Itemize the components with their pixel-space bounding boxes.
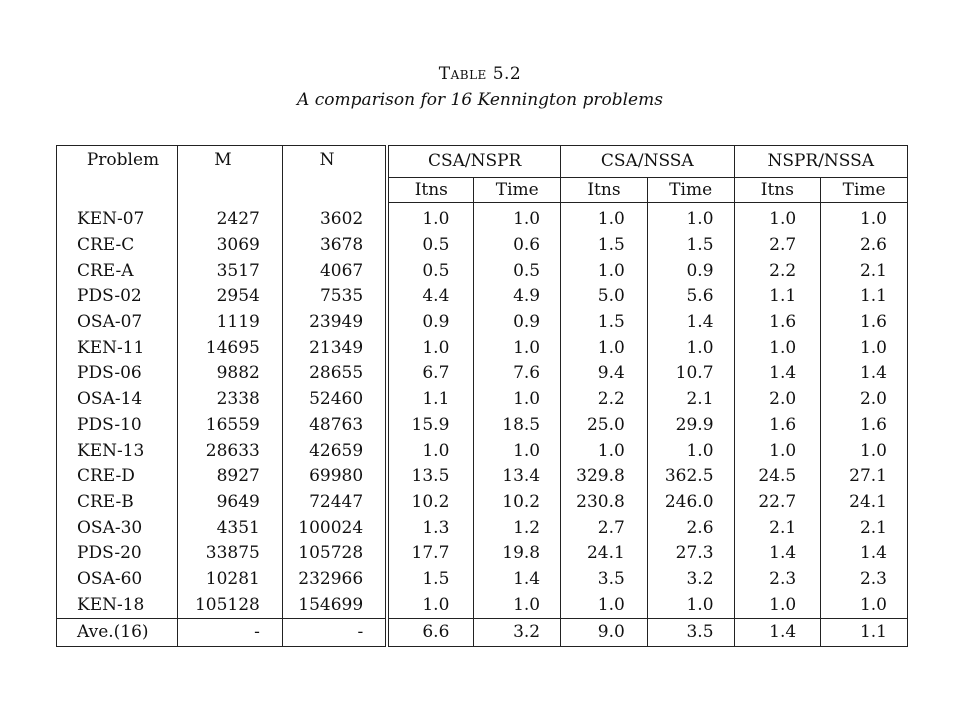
cell-n: 232966	[282, 567, 387, 593]
cell-nspr-nssa-itns: 1.0	[734, 592, 821, 618]
header-row	[57, 146, 908, 178]
cell-nspr-nssa-itns: 1.6	[734, 413, 821, 439]
header-group-csa-nspr: CSA/NSPR	[387, 146, 560, 178]
cell-csa-nspr-itns: 15.9	[387, 413, 474, 439]
cell-nspr-nssa-time: 1.4	[821, 361, 908, 387]
subheader-itns: Itns	[387, 178, 474, 203]
cell-n: 48763	[282, 413, 387, 439]
cell-nspr-nssa-itns: 1.4	[734, 361, 821, 387]
cell-m: 14695	[177, 335, 282, 361]
table-row	[57, 541, 908, 567]
table-row	[57, 387, 908, 413]
cell-n: 7535	[282, 284, 387, 310]
cell-nspr-nssa-itns: 1.6	[734, 310, 821, 336]
average-csa-nssa-itns: 9.0	[561, 619, 648, 647]
cell-m: 28633	[177, 438, 282, 464]
subheader-itns: Itns	[734, 178, 821, 203]
header-group-nspr-nssa: NSPR/NSSA	[734, 146, 907, 178]
cell-csa-nspr-itns: 1.3	[387, 515, 474, 541]
cell-nspr-nssa-itns: 1.0	[734, 203, 821, 233]
cell-csa-nssa-itns: 2.2	[561, 387, 648, 413]
cell-n: 3602	[282, 203, 387, 233]
cell-csa-nspr-time: 1.2	[474, 515, 561, 541]
cell-csa-nssa-itns: 329.8	[561, 464, 648, 490]
cell-problem: OSA-14	[77, 389, 143, 410]
cell-m: 9882	[177, 361, 282, 387]
average-csa-nspr-time: 3.2	[474, 619, 561, 647]
cell-nspr-nssa-time: 1.0	[821, 438, 908, 464]
subheader-itns: Itns	[561, 178, 648, 203]
cell-n: 72447	[282, 490, 387, 516]
cell-csa-nssa-itns: 230.8	[561, 490, 648, 516]
cell-nspr-nssa-itns: 2.2	[734, 258, 821, 284]
cell-nspr-nssa-time: 24.1	[821, 490, 908, 516]
cell-m: 33875	[177, 541, 282, 567]
cell-nspr-nssa-itns: 22.7	[734, 490, 821, 516]
table-row	[57, 361, 908, 387]
cell-m: 9649	[177, 490, 282, 516]
average-csa-nspr-itns: 6.6	[387, 619, 474, 647]
header-m: M	[177, 146, 282, 203]
table-row	[57, 284, 908, 310]
cell-nspr-nssa-itns: 1.0	[734, 438, 821, 464]
cell-n: 28655	[282, 361, 387, 387]
cell-csa-nspr-time: 0.6	[474, 233, 561, 259]
cell-csa-nspr-itns: 17.7	[387, 541, 474, 567]
cell-csa-nssa-time: 1.0	[647, 438, 734, 464]
cell-n: 154699	[282, 592, 387, 618]
cell-problem: CRE-A	[77, 260, 134, 281]
cell-csa-nspr-time: 1.0	[474, 203, 561, 233]
cell-csa-nspr-itns: 1.0	[387, 203, 474, 233]
comparison-table	[56, 145, 908, 647]
cell-csa-nspr-time: 10.2	[474, 490, 561, 516]
cell-csa-nspr-itns: 1.0	[387, 335, 474, 361]
table-row	[57, 567, 908, 593]
header-group-csa-nssa: CSA/NSSA	[561, 146, 734, 178]
cell-n: 23949	[282, 310, 387, 336]
cell-csa-nspr-itns: 6.7	[387, 361, 474, 387]
cell-csa-nssa-time: 1.0	[647, 592, 734, 618]
average-label: Ave.(16)	[57, 619, 178, 647]
cell-csa-nssa-time: 246.0	[647, 490, 734, 516]
cell-problem: CRE-B	[77, 491, 134, 512]
table-body	[57, 203, 908, 619]
cell-csa-nssa-time: 2.1	[647, 387, 734, 413]
cell-csa-nspr-itns: 0.5	[387, 258, 474, 284]
cell-m: 3069	[177, 233, 282, 259]
cell-nspr-nssa-itns: 2.0	[734, 387, 821, 413]
cell-csa-nssa-itns: 2.7	[561, 515, 648, 541]
cell-csa-nspr-itns: 13.5	[387, 464, 474, 490]
cell-nspr-nssa-itns: 2.3	[734, 567, 821, 593]
cell-csa-nssa-time: 1.4	[647, 310, 734, 336]
cell-nspr-nssa-time: 1.4	[821, 541, 908, 567]
cell-problem: KEN-11	[77, 337, 145, 358]
cell-problem: OSA-60	[77, 568, 143, 589]
cell-m: 2427	[177, 203, 282, 233]
cell-csa-nssa-time: 1.0	[647, 335, 734, 361]
table-row	[57, 233, 908, 259]
cell-m: 2338	[177, 387, 282, 413]
cell-csa-nssa-itns: 1.5	[561, 310, 648, 336]
cell-m: 8927	[177, 464, 282, 490]
cell-n: 3678	[282, 233, 387, 259]
cell-problem: CRE-D	[77, 466, 135, 487]
table-row	[57, 258, 908, 284]
cell-nspr-nssa-time: 1.0	[821, 203, 908, 233]
cell-problem: PDS-10	[77, 414, 142, 435]
cell-csa-nspr-time: 1.0	[474, 387, 561, 413]
average-csa-nssa-time: 3.5	[647, 619, 734, 647]
cell-n: 100024	[282, 515, 387, 541]
cell-csa-nspr-time: 1.0	[474, 335, 561, 361]
cell-nspr-nssa-time: 27.1	[821, 464, 908, 490]
header-n: N	[282, 146, 387, 203]
table-row	[57, 592, 908, 618]
table-row	[57, 490, 908, 516]
cell-csa-nssa-itns: 1.0	[561, 203, 648, 233]
cell-csa-nssa-itns: 1.0	[561, 335, 648, 361]
cell-csa-nssa-time: 5.6	[647, 284, 734, 310]
cell-csa-nspr-time: 13.4	[474, 464, 561, 490]
cell-n: 105728	[282, 541, 387, 567]
table-row	[57, 438, 908, 464]
cell-nspr-nssa-time: 2.0	[821, 387, 908, 413]
cell-csa-nssa-itns: 1.0	[561, 592, 648, 618]
subheader-time: Time	[821, 178, 908, 203]
cell-problem: KEN-18	[77, 594, 145, 615]
cell-problem: KEN-07	[77, 209, 145, 230]
cell-csa-nssa-time: 10.7	[647, 361, 734, 387]
cell-csa-nspr-itns: 1.5	[387, 567, 474, 593]
table-row	[57, 203, 908, 233]
average-row	[57, 619, 908, 647]
table-row	[57, 515, 908, 541]
cell-nspr-nssa-time: 2.1	[821, 515, 908, 541]
cell-csa-nspr-time: 19.8	[474, 541, 561, 567]
cell-nspr-nssa-time: 1.0	[821, 335, 908, 361]
cell-nspr-nssa-itns: 1.4	[734, 541, 821, 567]
table-subtitle: A comparison for 16 Kennington problems	[297, 90, 663, 110]
cell-problem: PDS-06	[77, 363, 142, 384]
table-title: Table 5.2	[438, 64, 522, 84]
cell-csa-nspr-itns: 0.5	[387, 233, 474, 259]
average-nspr-nssa-itns: 1.4	[734, 619, 821, 647]
cell-nspr-nssa-itns: 24.5	[734, 464, 821, 490]
cell-csa-nspr-time: 1.0	[474, 592, 561, 618]
cell-csa-nspr-time: 0.5	[474, 258, 561, 284]
cell-csa-nssa-time: 29.9	[647, 413, 734, 439]
cell-nspr-nssa-time: 1.0	[821, 592, 908, 618]
table-row	[57, 464, 908, 490]
cell-n: 69980	[282, 464, 387, 490]
cell-csa-nssa-time: 1.5	[647, 233, 734, 259]
cell-problem: OSA-30	[77, 517, 143, 538]
cell-n: 52460	[282, 387, 387, 413]
cell-csa-nssa-itns: 25.0	[561, 413, 648, 439]
cell-m: 4351	[177, 515, 282, 541]
cell-csa-nspr-itns: 4.4	[387, 284, 474, 310]
cell-problem: PDS-20	[77, 543, 142, 564]
table-row	[57, 335, 908, 361]
cell-csa-nspr-itns: 10.2	[387, 490, 474, 516]
cell-nspr-nssa-itns: 2.7	[734, 233, 821, 259]
cell-csa-nspr-time: 0.9	[474, 310, 561, 336]
table-row	[57, 413, 908, 439]
subheader-time: Time	[647, 178, 734, 203]
cell-csa-nspr-time: 7.6	[474, 361, 561, 387]
cell-csa-nspr-itns: 1.1	[387, 387, 474, 413]
cell-m: 2954	[177, 284, 282, 310]
cell-csa-nspr-itns: 1.0	[387, 438, 474, 464]
cell-n: 42659	[282, 438, 387, 464]
cell-nspr-nssa-time: 2.6	[821, 233, 908, 259]
cell-csa-nssa-itns: 24.1	[561, 541, 648, 567]
cell-m: 10281	[177, 567, 282, 593]
cell-csa-nssa-time: 1.0	[647, 203, 734, 233]
cell-csa-nspr-time: 1.0	[474, 438, 561, 464]
cell-n: 4067	[282, 258, 387, 284]
cell-nspr-nssa-time: 1.6	[821, 310, 908, 336]
average-m: -	[177, 619, 282, 647]
table-row	[57, 310, 908, 336]
cell-csa-nssa-itns: 1.0	[561, 258, 648, 284]
cell-csa-nssa-itns: 1.0	[561, 438, 648, 464]
cell-m: 16559	[177, 413, 282, 439]
cell-nspr-nssa-itns: 1.0	[734, 335, 821, 361]
cell-nspr-nssa-time: 2.3	[821, 567, 908, 593]
cell-m: 105128	[177, 592, 282, 618]
cell-nspr-nssa-itns: 2.1	[734, 515, 821, 541]
cell-m: 1119	[177, 310, 282, 336]
cell-csa-nssa-time: 0.9	[647, 258, 734, 284]
cell-csa-nssa-itns: 3.5	[561, 567, 648, 593]
cell-csa-nspr-time: 1.4	[474, 567, 561, 593]
cell-problem: OSA-07	[77, 312, 143, 333]
cell-csa-nspr-time: 18.5	[474, 413, 561, 439]
cell-csa-nssa-itns: 9.4	[561, 361, 648, 387]
cell-csa-nssa-itns: 5.0	[561, 284, 648, 310]
cell-nspr-nssa-itns: 1.1	[734, 284, 821, 310]
header-problem: Problem	[86, 150, 160, 170]
cell-csa-nssa-itns: 1.5	[561, 233, 648, 259]
cell-csa-nssa-time: 27.3	[647, 541, 734, 567]
average-nspr-nssa-time: 1.1	[821, 619, 908, 647]
cell-nspr-nssa-time: 1.1	[821, 284, 908, 310]
cell-n: 21349	[282, 335, 387, 361]
cell-problem: KEN-13	[77, 440, 145, 461]
cell-csa-nspr-time: 4.9	[474, 284, 561, 310]
cell-csa-nspr-itns: 0.9	[387, 310, 474, 336]
cell-csa-nssa-time: 362.5	[647, 464, 734, 490]
cell-csa-nssa-time: 3.2	[647, 567, 734, 593]
cell-nspr-nssa-time: 1.6	[821, 413, 908, 439]
subheader-time: Time	[474, 178, 561, 203]
cell-csa-nspr-itns: 1.0	[387, 592, 474, 618]
cell-m: 3517	[177, 258, 282, 284]
cell-csa-nssa-time: 2.6	[647, 515, 734, 541]
cell-problem: PDS-02	[77, 286, 142, 307]
cell-problem: CRE-C	[77, 235, 135, 256]
cell-nspr-nssa-time: 2.1	[821, 258, 908, 284]
average-n: -	[282, 619, 387, 647]
